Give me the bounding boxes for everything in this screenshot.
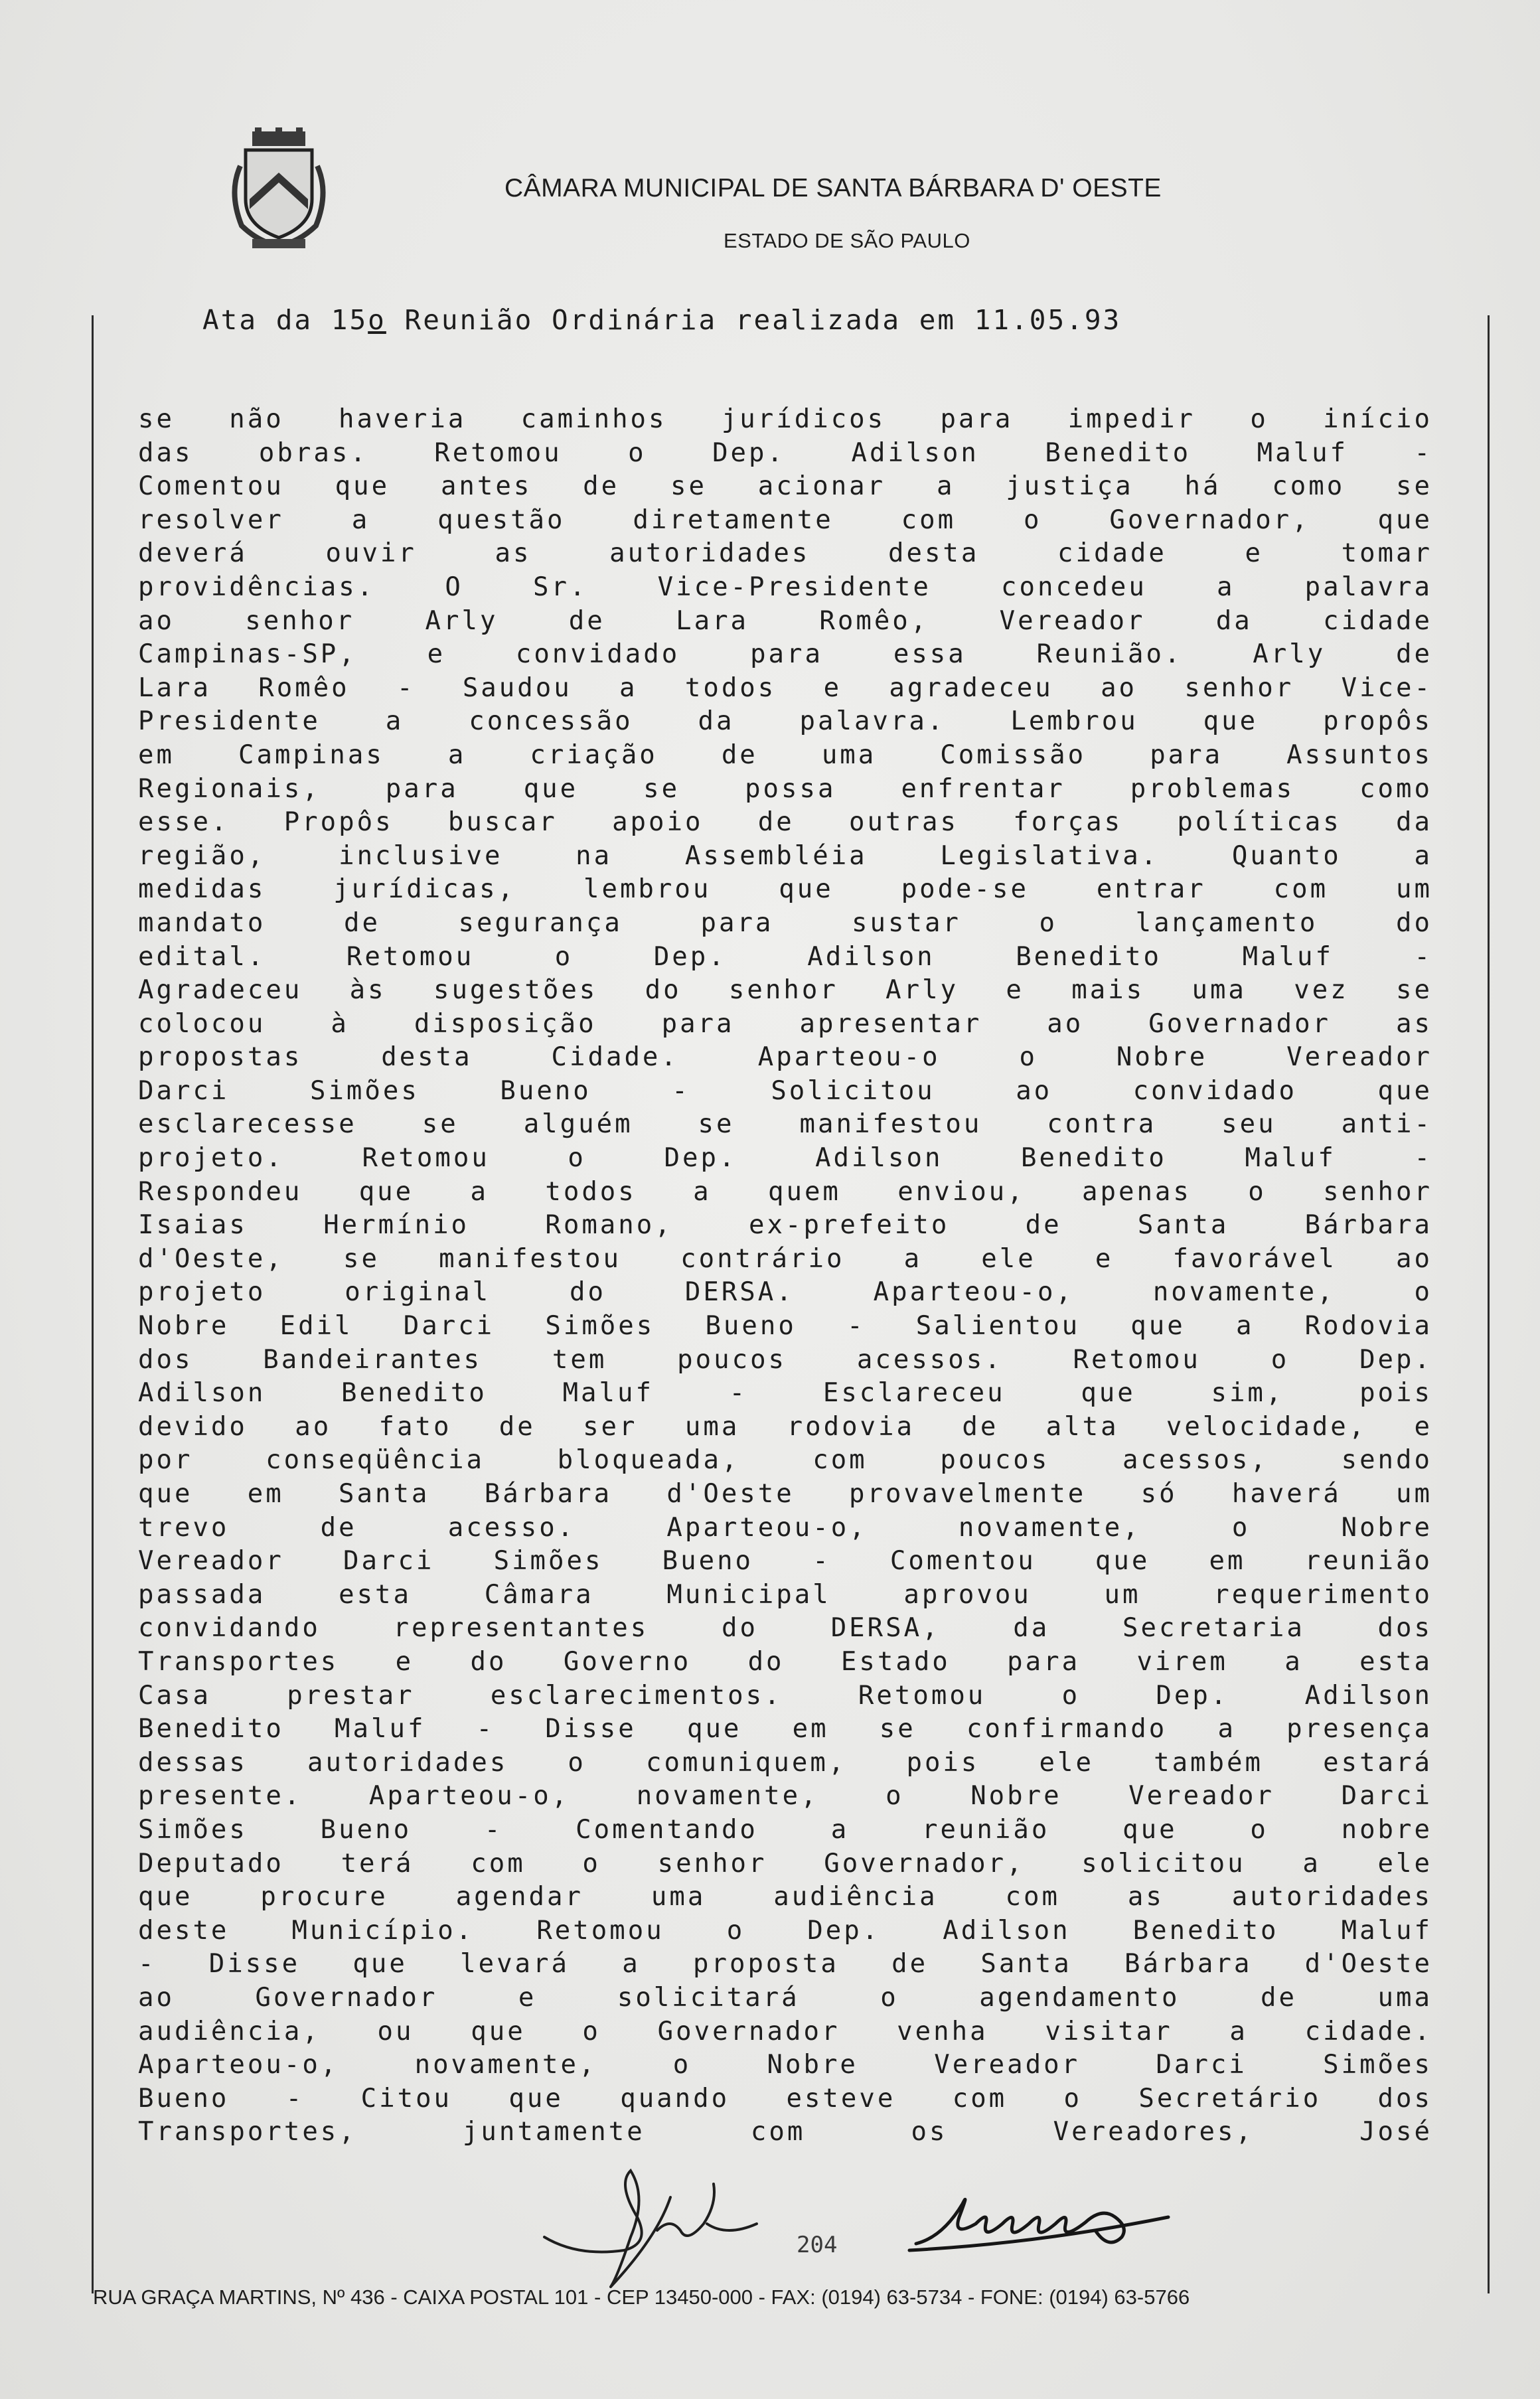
minutes-line: das obras. Retomou o Dep. Adilson Benedito Maluf - bbox=[138, 437, 1432, 468]
minutes-line: presente. Aparteou-o, novamente, o Nobre Vereador Darci bbox=[138, 1781, 1432, 1812]
minutes-line: Transportes e do Governo do Estado para virem a esta bbox=[138, 1646, 1432, 1677]
minutes-line: resolver a questão diretamente com o Governador, que bbox=[138, 504, 1432, 535]
minutes-line: projeto original do DERSA. Aparteou-o, novamente, o bbox=[138, 1277, 1432, 1308]
minutes-line: Comentou que antes de se acionar a justiça há como se bbox=[138, 471, 1432, 502]
left-margin-rule bbox=[92, 315, 94, 2293]
minutes-line: convidando representantes do DERSA, da Secretaria dos bbox=[138, 1613, 1432, 1644]
minutes-line: Isaias Hermínio Romano, ex-prefeito de Santa Bárbara bbox=[138, 1210, 1432, 1241]
minutes-line: Agradeceu às sugestões do senhor Arly e mais uma vez se bbox=[138, 975, 1432, 1006]
minutes-line: colocou à disposição para apresentar ao Governador as bbox=[138, 1008, 1432, 1039]
minutes-line: Deputado terá com o senhor Governador, solicitou a ele bbox=[138, 1848, 1432, 1879]
minutes-line: Lara Romêo - Saudou a todos e agradeceu ao senhor Vice- bbox=[138, 672, 1432, 703]
minutes-line: devido ao fato de ser uma rodovia de alta velocidade, e bbox=[138, 1411, 1432, 1442]
title-ordinal: o bbox=[368, 304, 386, 336]
handwritten-signature-left bbox=[538, 2157, 777, 2290]
minutes-line: medidas jurídicas, lembrou que pode-se entrar com um bbox=[138, 874, 1432, 905]
handwritten-signature-right bbox=[903, 2177, 1182, 2264]
minutes-line: d'Oeste, se manifestou contrário a ele e favorável ao bbox=[138, 1243, 1432, 1274]
minutes-line: providências. O Sr. Vice-Presidente concedeu a palavra bbox=[138, 572, 1432, 602]
minutes-line: Regionais, para que se possa enfrentar problemas como bbox=[138, 773, 1432, 804]
minutes-line: Bueno - Citou que quando esteve com o Secretário dos bbox=[138, 2083, 1432, 2114]
minutes-line: Presidente a concessão da palavra. Lembrou que propôs bbox=[138, 706, 1432, 737]
title-prefix: Ata da 15 bbox=[202, 304, 368, 336]
right-margin-rule bbox=[1488, 315, 1490, 2293]
minutes-line: esclarecesse se alguém se manifestou contra seu anti- bbox=[138, 1109, 1432, 1140]
minutes-line: Campinas-SP, e convidado para essa Reunião. Arly de bbox=[138, 639, 1432, 670]
organization-state: ESTADO DE SÃO PAULO bbox=[724, 229, 970, 252]
minutes-line: propostas desta Cidade. Aparteou-o o Nobre Vereador bbox=[138, 1042, 1432, 1073]
minutes-line: Nobre Edil Darci Simões Bueno - Salientou que a Rodovia bbox=[138, 1311, 1432, 1342]
page-number: 204 bbox=[797, 2232, 838, 2258]
minutes-line: dessas autoridades o comuniquem, pois ele também estará bbox=[138, 1747, 1432, 1778]
title-suffix: Reunião Ordinária realizada em 11.05.93 bbox=[386, 304, 1122, 336]
municipal-coat-of-arms-icon bbox=[226, 126, 332, 252]
minutes-line: ao Governador e solicitará o agendamento de uma bbox=[138, 1982, 1432, 2013]
minutes-line: Adilson Benedito Maluf - Esclareceu que sim, pois bbox=[138, 1378, 1432, 1409]
organization-name: CÂMARA MUNICIPAL DE SANTA BÁRBARA D' OESTE bbox=[504, 174, 1162, 202]
minutes-line: deste Município. Retomou o Dep. Adilson Benedito Maluf bbox=[138, 1915, 1432, 1946]
minutes-line: projeto. Retomou o Dep. Adilson Benedito Maluf - bbox=[138, 1143, 1432, 1174]
minutes-line: passada esta Câmara Municipal aprovou um requerimento bbox=[138, 1579, 1432, 1610]
minutes-line: que procure agendar uma audiência com as autoridades bbox=[138, 1882, 1432, 1912]
minutes-line: se não haveria caminhos jurídicos para impedir o início bbox=[138, 404, 1432, 434]
minutes-line: Transportes, juntamente com os Vereadores, José bbox=[138, 2117, 1432, 2147]
minutes-line: em Campinas a criação de uma Comissão para Assuntos bbox=[138, 739, 1432, 770]
minutes-line: trevo de acesso. Aparteou-o, novamente, o Nobre bbox=[138, 1512, 1432, 1543]
minutes-line: Aparteou-o, novamente, o Nobre Vereador Darci Simões bbox=[138, 2050, 1432, 2080]
minutes-line: por conseqüência bloqueada, com poucos acessos, sendo bbox=[138, 1445, 1432, 1476]
minutes-line: Casa prestar esclarecimentos. Retomou o Dep. Adilson bbox=[138, 1680, 1432, 1711]
minutes-line: dos Bandeirantes tem poucos acessos. Retomou o Dep. bbox=[138, 1344, 1432, 1375]
minutes-body-text bbox=[138, 403, 1432, 2149]
minutes-line: Benedito Maluf - Disse que em se confirmando a presença bbox=[138, 1714, 1432, 1744]
minutes-line: Vereador Darci Simões Bueno - Comentou que em reunião bbox=[138, 1546, 1432, 1577]
minutes-line: edital. Retomou o Dep. Adilson Benedito Maluf - bbox=[138, 941, 1432, 972]
footer-address: RUA GRAÇA MARTINS, Nº 436 - CAIXA POSTAL 101 - CEP 13450-000 - FAX: (0194) 63-5734 - FONE: (0194) 63-5766 bbox=[93, 2285, 1190, 2309]
minutes-line: Simões Bueno - Comentando a reunião que o nobre bbox=[138, 1814, 1432, 1845]
minutes-line: esse. Propôs buscar apoio de outras forças políticas da bbox=[138, 807, 1432, 838]
minutes-line: Darci Simões Bueno - Solicitou ao convidado que bbox=[138, 1075, 1432, 1106]
minutes-line: região, inclusive na Assembléia Legislativa. Quanto a bbox=[138, 840, 1432, 871]
minutes-line: que em Santa Bárbara d'Oeste provavelmente só haverá um bbox=[138, 1479, 1432, 1509]
minutes-line: Respondeu que a todos a quem enviou, apenas o senhor bbox=[138, 1176, 1432, 1207]
minutes-line: audiência, ou que o Governador venha visitar a cidade. bbox=[138, 2016, 1432, 2047]
minutes-line: ao senhor Arly de Lara Romêo, Vereador da cidade bbox=[138, 605, 1432, 636]
minutes-line: deverá ouvir as autoridades desta cidade e tomar bbox=[138, 538, 1432, 569]
minutes-line: - Disse que levará a proposta de Santa Bárbara d'Oeste bbox=[138, 1949, 1432, 1979]
minutes-line: mandato de segurança para sustar o lançamento do bbox=[138, 907, 1432, 938]
document-title bbox=[202, 304, 1384, 336]
